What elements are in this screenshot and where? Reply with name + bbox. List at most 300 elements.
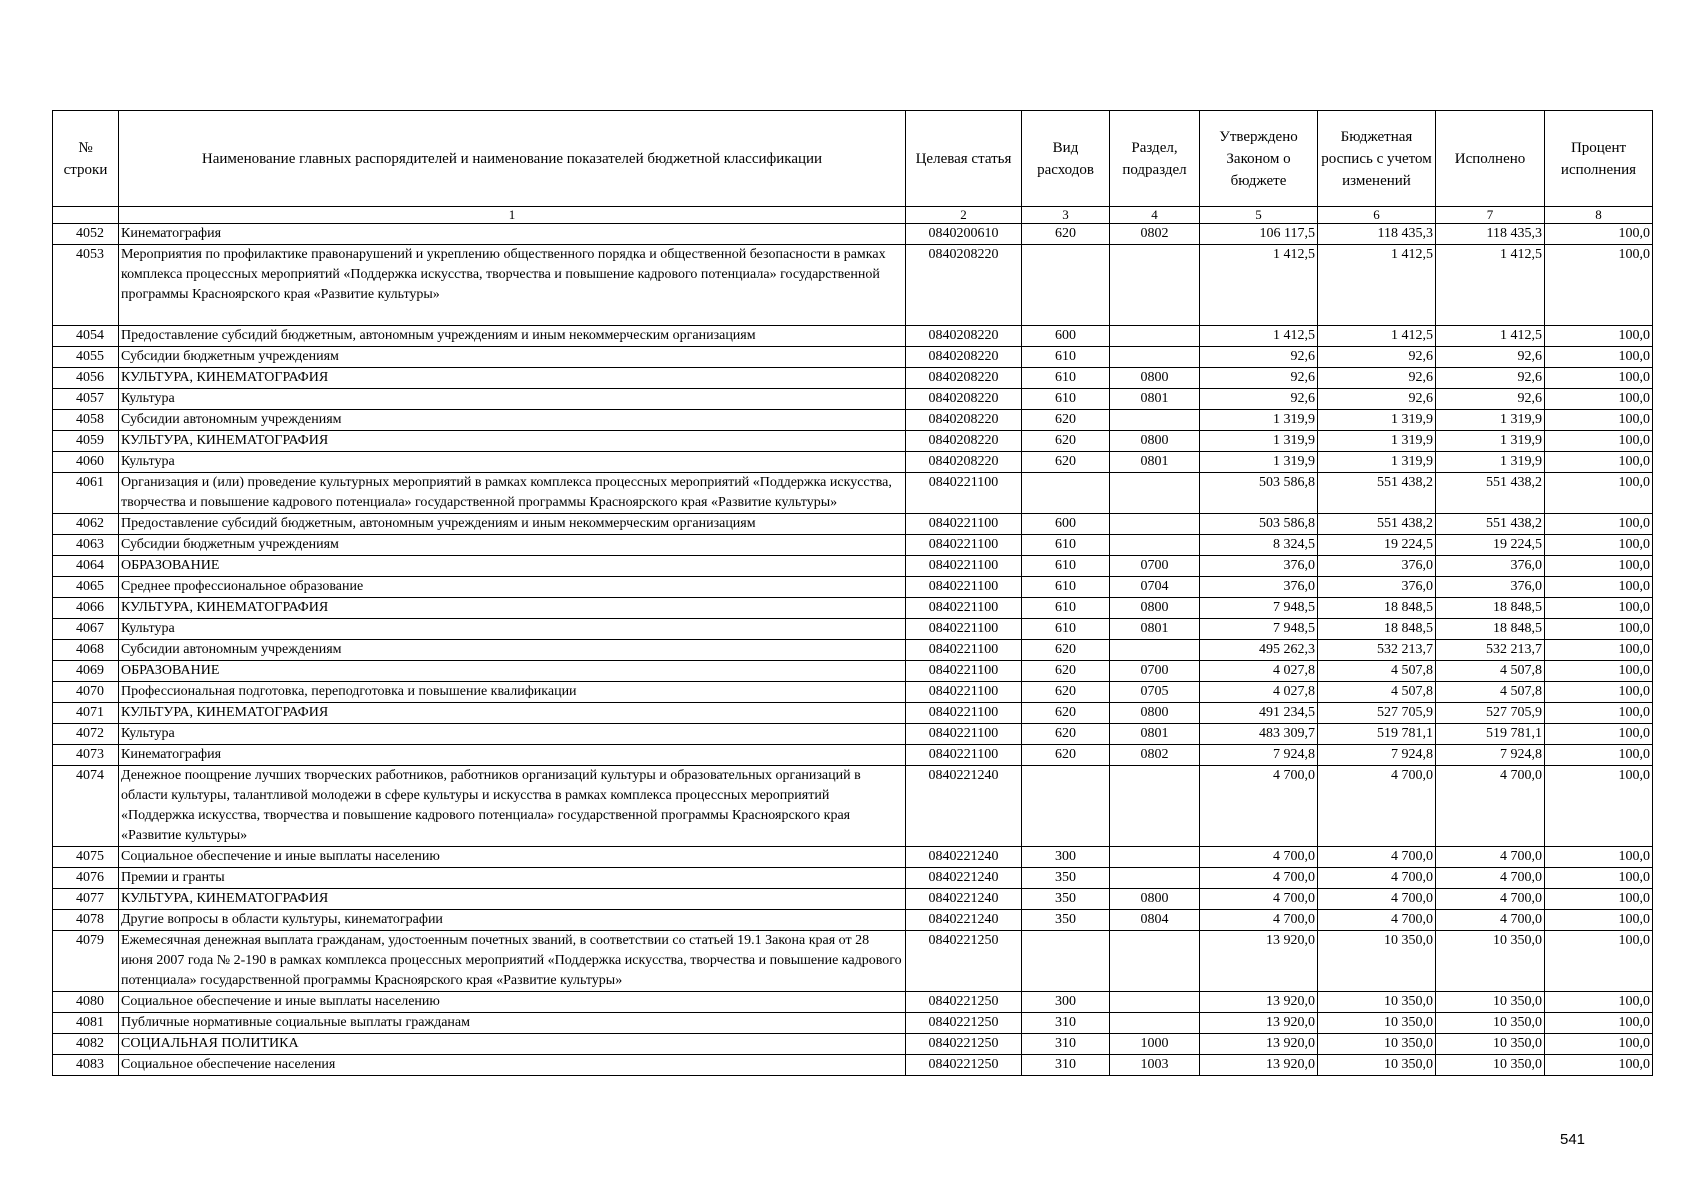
executed-cell: 527 705,9 xyxy=(1436,703,1545,724)
column-number: 3 xyxy=(1022,207,1110,224)
table-row xyxy=(53,910,1653,931)
executed-cell: 551 438,2 xyxy=(1436,473,1545,514)
table-row xyxy=(53,452,1653,473)
row-number-cell: 4068 xyxy=(53,640,119,661)
schedule-cell: 4 700,0 xyxy=(1318,766,1436,847)
approved-cell: 92,6 xyxy=(1200,347,1318,368)
target-article-cell: 0840221100 xyxy=(906,535,1022,556)
table-row xyxy=(53,598,1653,619)
executed-cell: 10 350,0 xyxy=(1436,931,1545,992)
percent-cell: 100,0 xyxy=(1545,431,1653,452)
target-article-cell: 0840221100 xyxy=(906,598,1022,619)
row-number-cell: 4069 xyxy=(53,661,119,682)
percent-cell: 100,0 xyxy=(1545,745,1653,766)
approved-cell: 13 920,0 xyxy=(1200,1034,1318,1055)
approved-cell: 483 309,7 xyxy=(1200,724,1318,745)
approved-cell: 7 948,5 xyxy=(1200,619,1318,640)
percent-cell: 100,0 xyxy=(1545,766,1653,847)
name-cell: Предоставление субсидий бюджетным, автономным учреждениям и иным некоммерческим организациям xyxy=(119,514,906,535)
column-number-row xyxy=(53,207,1653,224)
executed-cell: 4 700,0 xyxy=(1436,868,1545,889)
section-cell xyxy=(1110,766,1200,847)
expense-type-cell: 610 xyxy=(1022,535,1110,556)
percent-cell: 100,0 xyxy=(1545,910,1653,931)
percent-cell: 100,0 xyxy=(1545,452,1653,473)
target-article-cell: 0840221100 xyxy=(906,577,1022,598)
expense-type-cell: 610 xyxy=(1022,347,1110,368)
row-number-cell: 4074 xyxy=(53,766,119,847)
name-cell: Кинематография xyxy=(119,224,906,245)
executed-cell: 1 412,5 xyxy=(1436,245,1545,326)
percent-cell: 100,0 xyxy=(1545,514,1653,535)
executed-cell: 4 700,0 xyxy=(1436,847,1545,868)
header-executed: Исполнено xyxy=(1436,111,1545,207)
target-article-cell: 0840208220 xyxy=(906,347,1022,368)
executed-cell: 376,0 xyxy=(1436,577,1545,598)
section-cell: 1000 xyxy=(1110,1034,1200,1055)
row-number-cell: 4080 xyxy=(53,992,119,1013)
approved-cell: 7 948,5 xyxy=(1200,598,1318,619)
expense-type-cell: 350 xyxy=(1022,889,1110,910)
section-cell: 1003 xyxy=(1110,1055,1200,1076)
table-row xyxy=(53,245,1653,326)
approved-cell: 1 412,5 xyxy=(1200,326,1318,347)
target-article-cell: 0840208220 xyxy=(906,245,1022,326)
table-row xyxy=(53,868,1653,889)
expense-type-cell: 620 xyxy=(1022,724,1110,745)
executed-cell: 1 319,9 xyxy=(1436,452,1545,473)
table-row xyxy=(53,410,1653,431)
table-row xyxy=(53,682,1653,703)
target-article-cell: 0840221240 xyxy=(906,766,1022,847)
name-cell: Предоставление субсидий бюджетным, автономным учреждениям и иным некоммерческим организациям xyxy=(119,326,906,347)
name-cell: Социальное обеспечение населения xyxy=(119,1055,906,1076)
percent-cell: 100,0 xyxy=(1545,1013,1653,1034)
schedule-cell: 118 435,3 xyxy=(1318,224,1436,245)
schedule-cell: 532 213,7 xyxy=(1318,640,1436,661)
row-number-cell: 4052 xyxy=(53,224,119,245)
percent-cell: 100,0 xyxy=(1545,473,1653,514)
row-number-cell: 4081 xyxy=(53,1013,119,1034)
table-row xyxy=(53,535,1653,556)
table-row xyxy=(53,577,1653,598)
expense-type-cell: 610 xyxy=(1022,619,1110,640)
header-target-article: Целевая статья xyxy=(906,111,1022,207)
row-number-cell: 4067 xyxy=(53,619,119,640)
schedule-cell: 92,6 xyxy=(1318,389,1436,410)
table-row xyxy=(53,661,1653,682)
section-cell xyxy=(1110,347,1200,368)
executed-cell: 551 438,2 xyxy=(1436,514,1545,535)
name-cell: Культура xyxy=(119,619,906,640)
approved-cell: 8 324,5 xyxy=(1200,535,1318,556)
approved-cell: 106 117,5 xyxy=(1200,224,1318,245)
approved-cell: 1 319,9 xyxy=(1200,431,1318,452)
section-cell xyxy=(1110,868,1200,889)
percent-cell: 100,0 xyxy=(1545,661,1653,682)
target-article-cell: 0840221250 xyxy=(906,1013,1022,1034)
schedule-cell: 7 924,8 xyxy=(1318,745,1436,766)
table-row xyxy=(53,431,1653,452)
approved-cell: 1 319,9 xyxy=(1200,410,1318,431)
percent-cell: 100,0 xyxy=(1545,619,1653,640)
row-number-cell: 4071 xyxy=(53,703,119,724)
target-article-cell: 0840221100 xyxy=(906,745,1022,766)
percent-cell: 100,0 xyxy=(1545,847,1653,868)
name-cell: Другие вопросы в области культуры, кинематографии xyxy=(119,910,906,931)
schedule-cell: 10 350,0 xyxy=(1318,992,1436,1013)
target-article-cell: 0840221100 xyxy=(906,556,1022,577)
approved-cell: 7 924,8 xyxy=(1200,745,1318,766)
row-number-cell: 4061 xyxy=(53,473,119,514)
table-row xyxy=(53,619,1653,640)
percent-cell: 100,0 xyxy=(1545,931,1653,992)
approved-cell: 491 234,5 xyxy=(1200,703,1318,724)
row-number-cell: 4070 xyxy=(53,682,119,703)
executed-cell: 1 319,9 xyxy=(1436,410,1545,431)
expense-type-cell xyxy=(1022,245,1110,326)
schedule-cell: 527 705,9 xyxy=(1318,703,1436,724)
expense-type-cell: 620 xyxy=(1022,640,1110,661)
name-cell: КУЛЬТУРА, КИНЕМАТОГРАФИЯ xyxy=(119,703,906,724)
table-row xyxy=(53,703,1653,724)
name-cell: Субсидии автономным учреждениям xyxy=(119,640,906,661)
percent-cell: 100,0 xyxy=(1545,389,1653,410)
table-row xyxy=(53,766,1653,847)
expense-type-cell: 310 xyxy=(1022,1055,1110,1076)
table-row xyxy=(53,1055,1653,1076)
executed-cell: 4 700,0 xyxy=(1436,889,1545,910)
approved-cell: 4 700,0 xyxy=(1200,847,1318,868)
section-cell xyxy=(1110,640,1200,661)
name-cell: ОБРАЗОВАНИЕ xyxy=(119,661,906,682)
approved-cell: 1 319,9 xyxy=(1200,452,1318,473)
section-cell xyxy=(1110,931,1200,992)
expense-type-cell: 600 xyxy=(1022,514,1110,535)
executed-cell: 7 924,8 xyxy=(1436,745,1545,766)
table-row xyxy=(53,1034,1653,1055)
header-name: Наименование главных распорядителей и наименование показателей бюджетной классификации xyxy=(119,111,906,207)
table-row xyxy=(53,640,1653,661)
expense-type-cell: 310 xyxy=(1022,1013,1110,1034)
column-number: 5 xyxy=(1200,207,1318,224)
name-cell: Субсидии автономным учреждениям xyxy=(119,410,906,431)
section-cell: 0800 xyxy=(1110,703,1200,724)
header-section: Раздел, подраздел xyxy=(1110,111,1200,207)
column-number: 8 xyxy=(1545,207,1653,224)
section-cell: 0801 xyxy=(1110,389,1200,410)
header-row xyxy=(53,111,1653,207)
schedule-cell: 1 412,5 xyxy=(1318,245,1436,326)
target-article-cell: 0840208220 xyxy=(906,368,1022,389)
schedule-cell: 4 700,0 xyxy=(1318,889,1436,910)
target-article-cell: 0840221240 xyxy=(906,889,1022,910)
approved-cell: 495 262,3 xyxy=(1200,640,1318,661)
name-cell: КУЛЬТУРА, КИНЕМАТОГРАФИЯ xyxy=(119,598,906,619)
name-cell: Субсидии бюджетным учреждениям xyxy=(119,347,906,368)
executed-cell: 532 213,7 xyxy=(1436,640,1545,661)
percent-cell: 100,0 xyxy=(1545,245,1653,326)
name-cell: Мероприятия по профилактике правонарушений и укреплению общественного порядка и общественной безопасности в рамках комплекса процессных мероприятий «Поддержка искусства, творчества и повышение кадрового потенциала» государственной программы Красноярского края «Развитие культуры» xyxy=(119,245,906,326)
row-number-cell: 4083 xyxy=(53,1055,119,1076)
target-article-cell: 0840208220 xyxy=(906,410,1022,431)
target-article-cell: 0840208220 xyxy=(906,326,1022,347)
schedule-cell: 551 438,2 xyxy=(1318,514,1436,535)
expense-type-cell xyxy=(1022,473,1110,514)
percent-cell: 100,0 xyxy=(1545,224,1653,245)
schedule-cell: 376,0 xyxy=(1318,577,1436,598)
schedule-cell: 4 507,8 xyxy=(1318,661,1436,682)
section-cell: 0802 xyxy=(1110,745,1200,766)
row-number-cell: 4079 xyxy=(53,931,119,992)
name-cell: Профессиональная подготовка, переподготовка и повышение квалификации xyxy=(119,682,906,703)
row-number-cell: 4063 xyxy=(53,535,119,556)
schedule-cell: 4 507,8 xyxy=(1318,682,1436,703)
name-cell: Субсидии бюджетным учреждениям xyxy=(119,535,906,556)
schedule-cell: 10 350,0 xyxy=(1318,931,1436,992)
row-number-cell: 4058 xyxy=(53,410,119,431)
expense-type-cell: 620 xyxy=(1022,410,1110,431)
row-number-cell: 4077 xyxy=(53,889,119,910)
expense-type-cell: 610 xyxy=(1022,577,1110,598)
approved-cell: 4 700,0 xyxy=(1200,868,1318,889)
expense-type-cell: 620 xyxy=(1022,431,1110,452)
target-article-cell: 0840200610 xyxy=(906,224,1022,245)
section-cell: 0800 xyxy=(1110,889,1200,910)
table-row xyxy=(53,992,1653,1013)
percent-cell: 100,0 xyxy=(1545,992,1653,1013)
section-cell xyxy=(1110,514,1200,535)
row-number-cell: 4060 xyxy=(53,452,119,473)
percent-cell: 100,0 xyxy=(1545,556,1653,577)
approved-cell: 4 700,0 xyxy=(1200,766,1318,847)
row-number-cell: 4059 xyxy=(53,431,119,452)
expense-type-cell: 620 xyxy=(1022,224,1110,245)
expense-type-cell: 610 xyxy=(1022,368,1110,389)
header-expense-type: Вид расходов xyxy=(1022,111,1110,207)
column-number: 2 xyxy=(906,207,1022,224)
executed-cell: 4 700,0 xyxy=(1436,766,1545,847)
expense-type-cell: 620 xyxy=(1022,703,1110,724)
approved-cell: 376,0 xyxy=(1200,556,1318,577)
target-article-cell: 0840221250 xyxy=(906,1034,1022,1055)
header-budget-schedule: Бюджетная роспись с учетом изменений xyxy=(1318,111,1436,207)
section-cell: 0801 xyxy=(1110,724,1200,745)
table-row xyxy=(53,847,1653,868)
executed-cell: 10 350,0 xyxy=(1436,1055,1545,1076)
expense-type-cell: 350 xyxy=(1022,910,1110,931)
section-cell xyxy=(1110,992,1200,1013)
schedule-cell: 1 319,9 xyxy=(1318,452,1436,473)
table-row xyxy=(53,889,1653,910)
target-article-cell: 0840221240 xyxy=(906,847,1022,868)
name-cell: Кинематография xyxy=(119,745,906,766)
schedule-cell: 1 319,9 xyxy=(1318,431,1436,452)
name-cell: КУЛЬТУРА, КИНЕМАТОГРАФИЯ xyxy=(119,368,906,389)
target-article-cell: 0840208220 xyxy=(906,431,1022,452)
table-row xyxy=(53,473,1653,514)
percent-cell: 100,0 xyxy=(1545,1034,1653,1055)
schedule-cell: 1 412,5 xyxy=(1318,326,1436,347)
approved-cell: 92,6 xyxy=(1200,368,1318,389)
name-cell: ОБРАЗОВАНИЕ xyxy=(119,556,906,577)
column-number: 1 xyxy=(119,207,906,224)
schedule-cell: 376,0 xyxy=(1318,556,1436,577)
percent-cell: 100,0 xyxy=(1545,347,1653,368)
expense-type-cell: 620 xyxy=(1022,661,1110,682)
approved-cell: 13 920,0 xyxy=(1200,992,1318,1013)
schedule-cell: 551 438,2 xyxy=(1318,473,1436,514)
expense-type-cell: 350 xyxy=(1022,868,1110,889)
table-row xyxy=(53,745,1653,766)
percent-cell: 100,0 xyxy=(1545,535,1653,556)
section-cell: 0800 xyxy=(1110,598,1200,619)
expense-type-cell: 610 xyxy=(1022,598,1110,619)
approved-cell: 4 700,0 xyxy=(1200,910,1318,931)
approved-cell: 4 027,8 xyxy=(1200,682,1318,703)
approved-cell: 503 586,8 xyxy=(1200,514,1318,535)
section-cell xyxy=(1110,473,1200,514)
executed-cell: 92,6 xyxy=(1436,368,1545,389)
name-cell: Культура xyxy=(119,452,906,473)
row-number-cell: 4066 xyxy=(53,598,119,619)
section-cell xyxy=(1110,245,1200,326)
section-cell xyxy=(1110,326,1200,347)
target-article-cell: 0840221240 xyxy=(906,910,1022,931)
percent-cell: 100,0 xyxy=(1545,1055,1653,1076)
section-cell: 0800 xyxy=(1110,431,1200,452)
section-cell: 0704 xyxy=(1110,577,1200,598)
percent-cell: 100,0 xyxy=(1545,410,1653,431)
percent-cell: 100,0 xyxy=(1545,368,1653,389)
name-cell: Организация и (или) проведение культурных мероприятий в рамках комплекса процессных мероприятий «Поддержка искусства, творчества и повышение кадрового потенциала» государственной программы Красноярского края «Развитие культуры» xyxy=(119,473,906,514)
executed-cell: 92,6 xyxy=(1436,347,1545,368)
approved-cell: 92,6 xyxy=(1200,389,1318,410)
expense-type-cell xyxy=(1022,931,1110,992)
name-cell: Ежемесячная денежная выплата гражданам, удостоенным почетных званий, в соответствии со статьей 19.1 Закона края от 28 июня 2007 года № 2-190 в рамках комплекса процессных мероприятий «Поддержка искусства, творчества и повышение кадрового потенциала» государственной программы Красноярского края «Развитие культуры» xyxy=(119,931,906,992)
expense-type-cell: 620 xyxy=(1022,452,1110,473)
schedule-cell: 10 350,0 xyxy=(1318,1013,1436,1034)
budget-execution-table xyxy=(52,110,1653,1076)
header-percent: Процент исполнения xyxy=(1545,111,1653,207)
schedule-cell: 519 781,1 xyxy=(1318,724,1436,745)
table-row xyxy=(53,1013,1653,1034)
table-row xyxy=(53,724,1653,745)
name-cell: Денежное поощрение лучших творческих работников, работников организаций культуры и образовательных организаций в области культуры, талантливой молодежи в сфере культуры и искусства в рамках комплекса процессных мероприятий «Поддержка искусства, творчества и повышение кадрового потенциала» государственной программы Красноярского края «Развитие культуры» xyxy=(119,766,906,847)
percent-cell: 100,0 xyxy=(1545,868,1653,889)
row-number-cell: 4053 xyxy=(53,245,119,326)
schedule-cell: 92,6 xyxy=(1318,368,1436,389)
name-cell: КУЛЬТУРА, КИНЕМАТОГРАФИЯ xyxy=(119,889,906,910)
row-number-cell: 4065 xyxy=(53,577,119,598)
approved-cell: 4 700,0 xyxy=(1200,889,1318,910)
percent-cell: 100,0 xyxy=(1545,703,1653,724)
executed-cell: 4 507,8 xyxy=(1436,661,1545,682)
table-row xyxy=(53,514,1653,535)
schedule-cell: 92,6 xyxy=(1318,347,1436,368)
target-article-cell: 0840221240 xyxy=(906,868,1022,889)
expense-type-cell: 300 xyxy=(1022,847,1110,868)
expense-type-cell: 310 xyxy=(1022,1034,1110,1055)
schedule-cell: 10 350,0 xyxy=(1318,1034,1436,1055)
percent-cell: 100,0 xyxy=(1545,889,1653,910)
row-number-cell: 4054 xyxy=(53,326,119,347)
approved-cell: 376,0 xyxy=(1200,577,1318,598)
table-body xyxy=(53,224,1653,1076)
section-cell: 0700 xyxy=(1110,661,1200,682)
table-row xyxy=(53,556,1653,577)
section-cell xyxy=(1110,1013,1200,1034)
target-article-cell: 0840221100 xyxy=(906,514,1022,535)
executed-cell: 18 848,5 xyxy=(1436,619,1545,640)
section-cell: 0705 xyxy=(1110,682,1200,703)
expense-type-cell: 620 xyxy=(1022,682,1110,703)
section-cell: 0800 xyxy=(1110,368,1200,389)
schedule-cell: 18 848,5 xyxy=(1318,598,1436,619)
executed-cell: 10 350,0 xyxy=(1436,1013,1545,1034)
column-number xyxy=(53,207,119,224)
approved-cell: 13 920,0 xyxy=(1200,1055,1318,1076)
target-article-cell: 0840221250 xyxy=(906,992,1022,1013)
target-article-cell: 0840221100 xyxy=(906,619,1022,640)
executed-cell: 19 224,5 xyxy=(1436,535,1545,556)
row-number-cell: 4055 xyxy=(53,347,119,368)
row-number-cell: 4078 xyxy=(53,910,119,931)
section-cell: 0804 xyxy=(1110,910,1200,931)
row-number-cell: 4057 xyxy=(53,389,119,410)
approved-cell: 13 920,0 xyxy=(1200,931,1318,992)
executed-cell: 10 350,0 xyxy=(1436,1034,1545,1055)
target-article-cell: 0840221100 xyxy=(906,640,1022,661)
schedule-cell: 18 848,5 xyxy=(1318,619,1436,640)
page-number: 541 xyxy=(1560,1131,1586,1148)
column-number: 7 xyxy=(1436,207,1545,224)
schedule-cell: 4 700,0 xyxy=(1318,847,1436,868)
percent-cell: 100,0 xyxy=(1545,724,1653,745)
target-article-cell: 0840208220 xyxy=(906,389,1022,410)
expense-type-cell: 300 xyxy=(1022,992,1110,1013)
name-cell: Социальное обеспечение и иные выплаты населению xyxy=(119,992,906,1013)
target-article-cell: 0840221100 xyxy=(906,724,1022,745)
name-cell: Публичные нормативные социальные выплаты гражданам xyxy=(119,1013,906,1034)
table-row xyxy=(53,931,1653,992)
percent-cell: 100,0 xyxy=(1545,326,1653,347)
section-cell: 0700 xyxy=(1110,556,1200,577)
section-cell xyxy=(1110,535,1200,556)
expense-type-cell xyxy=(1022,766,1110,847)
approved-cell: 4 027,8 xyxy=(1200,661,1318,682)
row-number-cell: 4064 xyxy=(53,556,119,577)
target-article-cell: 0840208220 xyxy=(906,452,1022,473)
name-cell: Культура xyxy=(119,724,906,745)
executed-cell: 18 848,5 xyxy=(1436,598,1545,619)
executed-cell: 376,0 xyxy=(1436,556,1545,577)
section-cell: 0801 xyxy=(1110,452,1200,473)
name-cell: Культура xyxy=(119,389,906,410)
name-cell: Премии и гранты xyxy=(119,868,906,889)
approved-cell: 503 586,8 xyxy=(1200,473,1318,514)
row-number-cell: 4082 xyxy=(53,1034,119,1055)
table-row xyxy=(53,368,1653,389)
target-article-cell: 0840221250 xyxy=(906,931,1022,992)
section-cell: 0802 xyxy=(1110,224,1200,245)
row-number-cell: 4075 xyxy=(53,847,119,868)
target-article-cell: 0840221100 xyxy=(906,661,1022,682)
header-approved: Утверждено Законом о бюджете xyxy=(1200,111,1318,207)
executed-cell: 1 319,9 xyxy=(1436,431,1545,452)
section-cell: 0801 xyxy=(1110,619,1200,640)
column-number: 4 xyxy=(1110,207,1200,224)
